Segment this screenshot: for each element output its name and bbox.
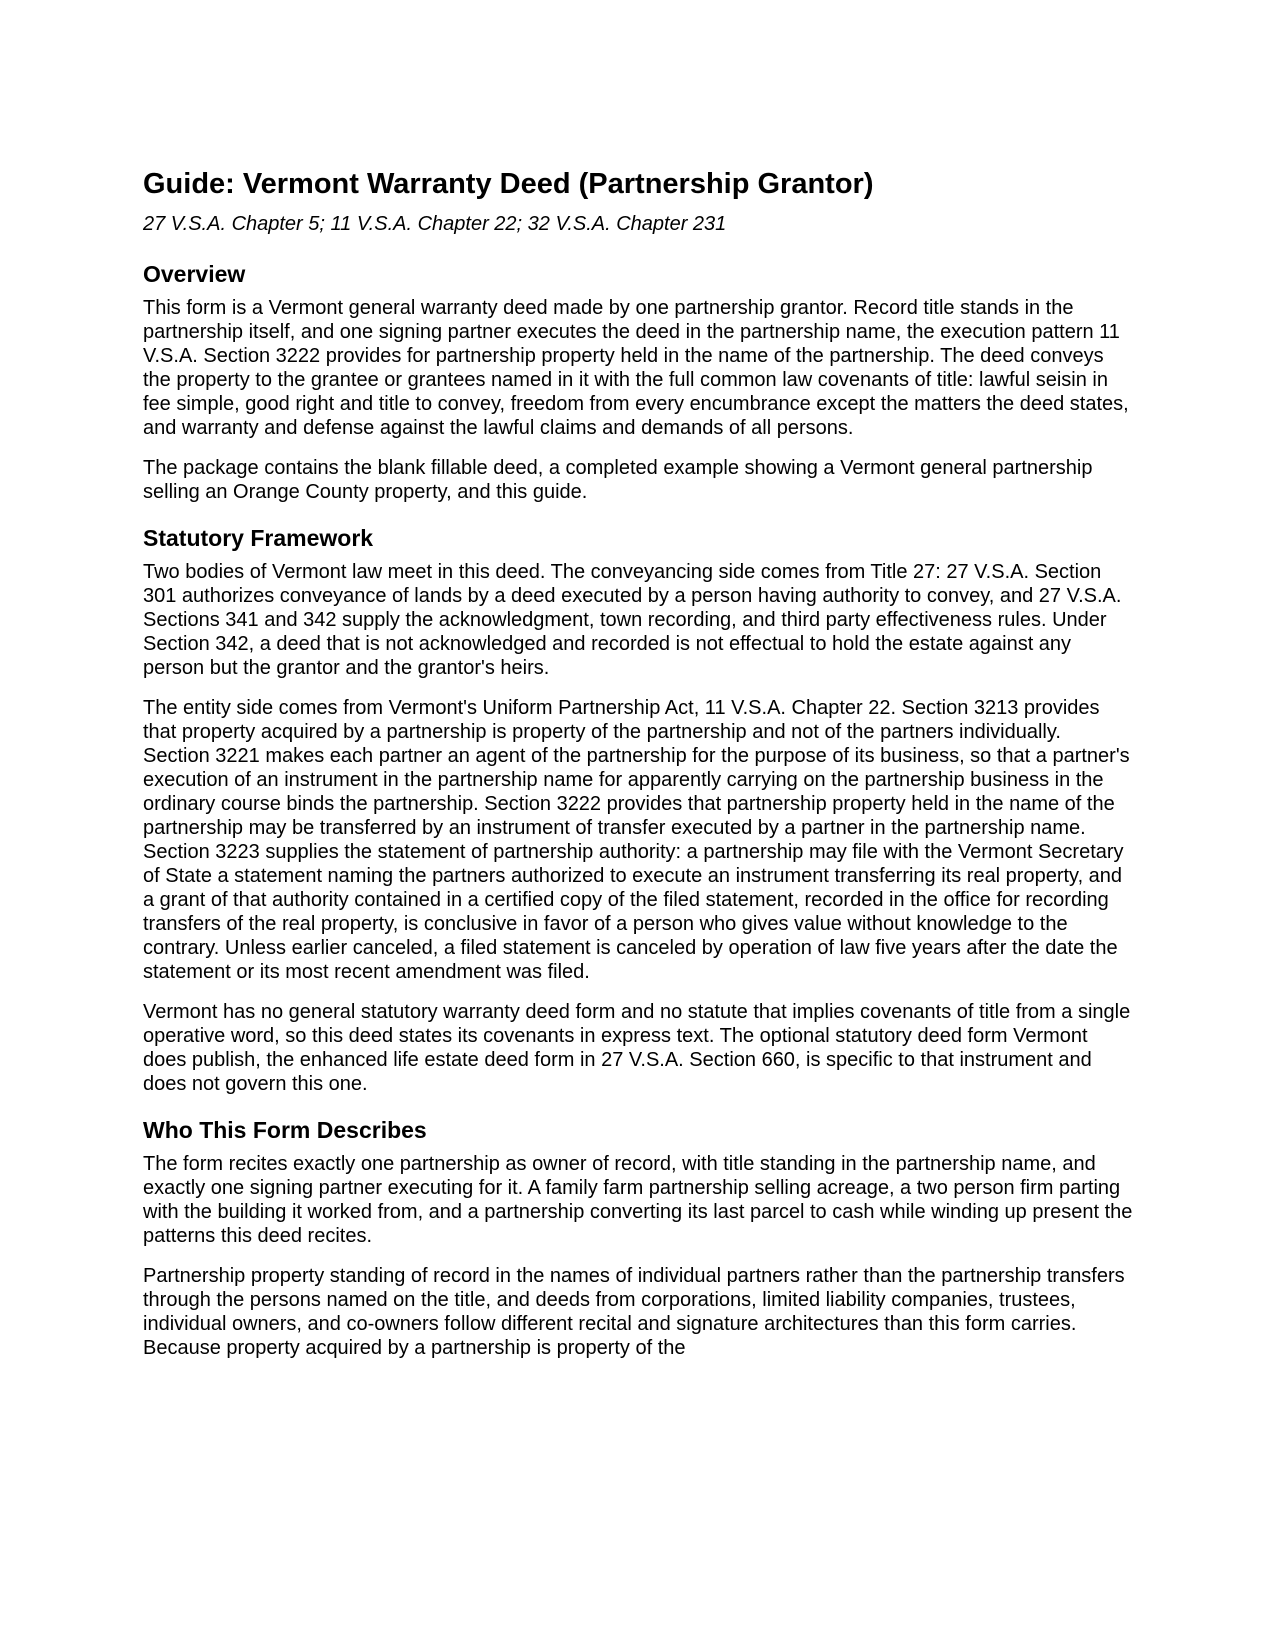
- paragraph: The entity side comes from Vermont's Uniform Partnership Act, 11 V.S.A. Chapter 22. Section 3213 provides that property acquired by a partnership is property of the partnership and not of the partners individually. Section 3221 makes each partner an agent of the partnership for the purpose of its business, so that a partner's execution of an instrument in the partnership name for apparently carrying on the partnership business in the ordinary course binds the partnership. Section 3222 provides that partnership property held in the name of the partnership may be transferred by an instrument of transfer executed by a partner in the partnership name. Section 3223 supplies the statement of partnership authority: a partnership may file with the Vermont Secretary of State a statement naming the partners authorized to execute an instrument transferring its real property, and a grant of that authority contained in a certified copy of the filed statement, recorded in the office for recording transfers of the real property, is conclusive in favor of a person who gives value without knowledge to the contrary. Unless earlier canceled, a filed statement is canceled by operation of law five years after the date the statement or its most recent amendment was filed.: [143, 697, 1130, 983]
- paragraph: This form is a Vermont general warranty deed made by one partnership grantor. Record title stands in the partnership itself, and one signing partner executes the deed in the partnership name, the execution pattern 11 V.S.A. Section 3222 provides for partnership property held in the name of the partnership. The deed conveys the property to the grantee or grantees named in it with the full common law covenants of title: lawful seisin in fee simple, good right and title to convey, freedom from every encumbrance except the matters the deed states, and warranty and defense against the lawful claims and demands of all persons.: [143, 297, 1129, 439]
- paragraph: Vermont has no general statutory warranty deed form and no statute that implies covenants of title from a single operative word, so this deed states its covenants in express text. The optional statutory deed form Vermont does publish, the enhanced life estate deed form in 27 V.S.A. Section 660, is specific to that instrument and does not govern this one.: [143, 1001, 1131, 1095]
- section-statutory-framework: [143, 524, 1133, 1096]
- section-heading: Statutory Framework: [143, 525, 374, 551]
- paragraph: Two bodies of Vermont law meet in this deed. The conveyancing side comes from Title 27: 27 V.S.A. Section 301 authorizes conveyance of lands by a deed executed by a person having authority to convey, and 27 V.S.A. Sections 341 and 342 supply the acknowledgment, town recording, and third party effectiveness rules. Under Section 342, a deed that is not acknowledged and recorded is not effectual to hold the estate against any person but the grantor and the grantor's heirs.: [143, 561, 1122, 679]
- document-page: [143, 166, 1133, 1360]
- section-who-this-form-describes: [143, 1116, 1133, 1360]
- section-heading: Overview: [143, 261, 246, 287]
- document-title: Guide: Vermont Warranty Deed (Partnership Grantor): [143, 168, 874, 200]
- section-heading: Who This Form Describes: [143, 1117, 427, 1143]
- document-subtitle: 27 V.S.A. Chapter 5; 11 V.S.A. Chapter 22; 32 V.S.A. Chapter 231: [143, 213, 727, 235]
- paragraph: The package contains the blank fillable deed, a completed example showing a Vermont general partnership selling an Orange County property, and this guide.: [143, 457, 1093, 503]
- paragraph: The form recites exactly one partnership as owner of record, with title standing in the partnership name, and exactly one signing partner executing for it. A family farm partnership selling acreage, a two person firm parting with the building it worked from, and a partnership converting its last parcel to cash while winding up present the patterns this deed recites.: [143, 1153, 1133, 1247]
- section-overview: [143, 260, 1133, 504]
- paragraph: Partnership property standing of record in the names of individual partners rather than the partnership transfers through the persons named on the title, and deeds from corporations, limited liability companies, trustees, individual owners, and co-owners follow different recital and signature architectures than this form carries. Because property acquired by a partnership is property of the: [143, 1265, 1125, 1359]
